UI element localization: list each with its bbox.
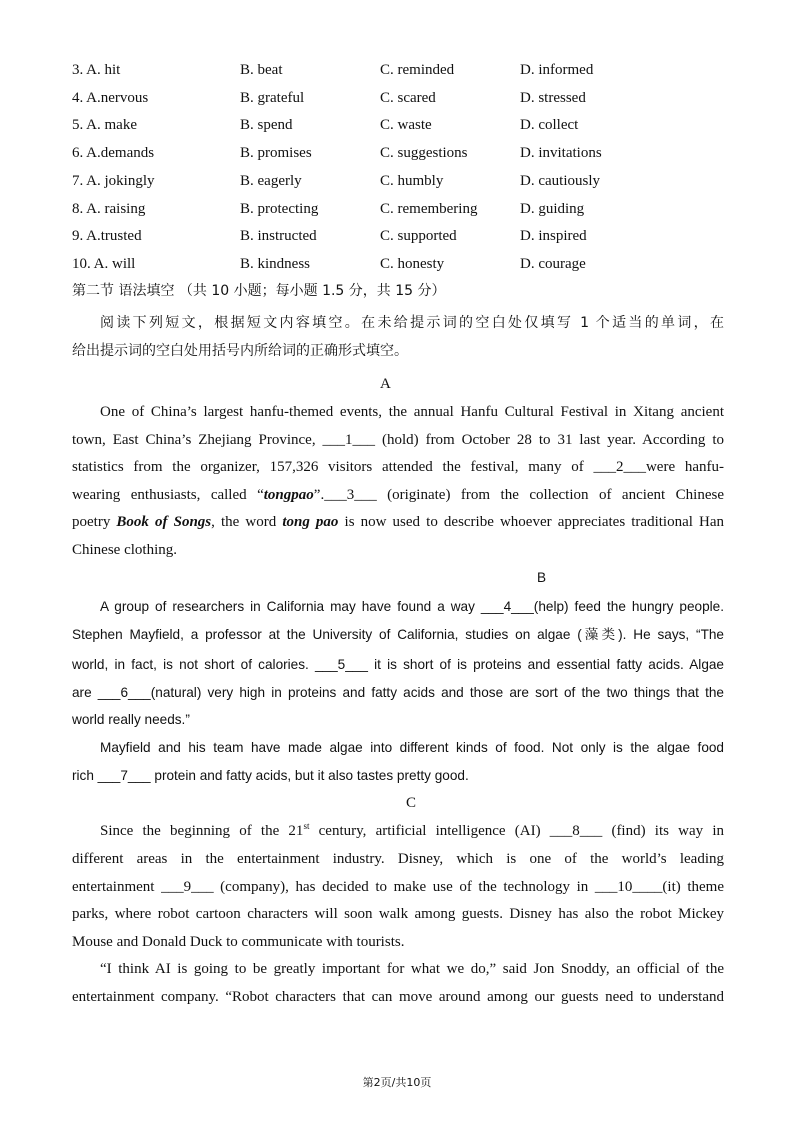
text-segment: parks, where robot cartoon characters will soon walk among guests. Disney has also the robot Mickey (72, 906, 724, 922)
option-choice: C. suggestions (380, 145, 468, 162)
text-segment: tongpao (263, 487, 314, 503)
option-choice: 8. A. raising (72, 200, 146, 217)
option-choice: C. waste (380, 117, 432, 134)
text-line (72, 932, 724, 952)
option-choice: C. supported (380, 228, 457, 245)
text-line (72, 625, 724, 645)
text-segment: world really needs.” (72, 712, 190, 727)
text-line (72, 341, 724, 361)
option-choice: C. reminded (380, 62, 455, 78)
text-segment: rich ___7___ protein and fatty acids, but it also tastes pretty good. (72, 768, 469, 783)
option-choice: B. protecting (240, 200, 319, 217)
option-choice: D. collect (520, 117, 579, 134)
option-choice: B. instructed (240, 228, 317, 245)
option-choice: 9. A.trusted (72, 228, 142, 245)
option-choice: C. scared (380, 89, 436, 106)
text-segment: One of China’s largest hanfu-themed events, the annual Hanfu Cultural Festival in Xitang ancient (100, 404, 724, 420)
passage-label-a: A (380, 376, 391, 392)
text-line (72, 683, 724, 703)
option-choice: B. eagerly (240, 172, 302, 189)
option-choice: B. promises (240, 145, 312, 162)
text-segment: 阅读下列短文，根据短文内容填空。在未给提示词的空白处仅填写 1 个适当的单词，在 (100, 315, 724, 331)
text-segment: st (303, 821, 310, 831)
text-line (100, 313, 724, 333)
option-choice: 10. A. will (72, 255, 136, 272)
text-segment: wearing enthusiasts, called “ (72, 487, 264, 503)
option-choice: 6. A.demands (72, 145, 155, 162)
text-segment: Mouse and Donald Duck to communicate with tourists. (72, 934, 405, 950)
option-choice: 4. A.nervous (72, 89, 149, 106)
option-choice: B. beat (240, 62, 283, 78)
option-choice: C. honesty (380, 255, 445, 272)
option-choice: D. guiding (520, 200, 585, 217)
section-heading: 第二节 语法填空 （共 10 小题；每小题 1.5 分，共 15 分） (72, 283, 446, 299)
text-segment: town, East China’s Zhejiang Province, ___1___ (hold) from October 28 to 31 last year. According to (72, 432, 724, 448)
text-line (72, 904, 724, 924)
text-line (72, 457, 724, 477)
text-segment: Stephen Mayfield, a professor at the University of California, studies on algae (藻类). He says, “The (72, 627, 724, 642)
option-choice: C. remembering (380, 200, 478, 217)
text-line (72, 987, 724, 1007)
text-line (72, 430, 724, 450)
text-line (72, 710, 724, 730)
text-line (72, 512, 724, 532)
text-segment: poetry (72, 514, 117, 530)
text-segment: ”.___3___ (originate) from the collection of ancient Chinese (313, 487, 725, 503)
page-footer: 第2页/共10页 (362, 1076, 432, 1089)
text-segment: A group of researchers in California may have found a way ___4___(help) feed the hungry people. (100, 599, 724, 614)
option-choice: 5. A. make (72, 117, 137, 134)
option-choice: C. humbly (380, 172, 444, 189)
option-choice: D. stressed (520, 89, 586, 106)
option-choice: B. spend (240, 117, 293, 134)
text-segment: is now used to describe whoever appreciates traditional Han (338, 514, 724, 530)
text-segment: are ___6___(natural) very high in proteins and fatty acids and those are sort of the two things that the (72, 685, 724, 700)
text-line (72, 877, 724, 897)
text-segment: Book of Songs (116, 514, 212, 530)
option-choice: D. invitations (520, 145, 602, 162)
text-segment: Mayfield and his team have made algae into different kinds of food. Not only is the algae food (100, 740, 724, 755)
text-line (100, 597, 724, 617)
option-choice: D. courage (520, 255, 586, 272)
text-segment: different areas in the entertainment industry. Disney, which is one of the world’s leading (72, 851, 724, 867)
text-line (72, 540, 724, 560)
text-segment: entertainment company. “Robot characters that can move around among our guests need to understand (72, 989, 724, 1005)
text-line (72, 766, 724, 786)
text-line (72, 485, 724, 505)
option-choice: 3. A. hit (72, 62, 121, 78)
text-line (72, 655, 724, 675)
text-line (72, 849, 724, 869)
text-segment: entertainment ___9___ (company), has decided to make use of the technology in ___10____(it) theme (72, 879, 724, 895)
text-line (100, 738, 724, 758)
text-line (100, 402, 724, 422)
passage-label-b: B (537, 570, 547, 585)
text-segment: , the word (211, 514, 283, 530)
text-segment: statistics from the organizer, 157,326 visitors attended the festival, many of ___2___were hanfu- (72, 459, 724, 475)
option-choice: B. kindness (240, 255, 311, 272)
passage-label-c: C (406, 795, 417, 811)
text-segment: “I think AI is going to be greatly important for what we do,” said Jon Snoddy, an official of the (100, 961, 724, 977)
text-segment: world, in fact, is not short of calories. ___5___ it is short of is proteins and essential fatty acids. Algae (72, 657, 724, 672)
option-choice: D. cautiously (520, 172, 600, 189)
text-line (100, 959, 724, 979)
option-choice: B. grateful (240, 89, 305, 106)
option-choice: D. informed (520, 62, 594, 78)
text-segment: 给出提示词的空白处用括号内所给词的正确形式填空。 (72, 343, 408, 359)
text-segment: tong pao (282, 514, 339, 530)
text-segment: century, artificial intelligence (AI) ___8___ (find) its way in (309, 823, 725, 839)
text-line (100, 821, 724, 841)
option-choice: D. inspired (520, 228, 587, 245)
option-choice: 7. A. jokingly (72, 172, 155, 189)
text-segment: Chinese clothing. (72, 542, 177, 558)
text-segment: Since the beginning of the 21 (100, 823, 304, 839)
